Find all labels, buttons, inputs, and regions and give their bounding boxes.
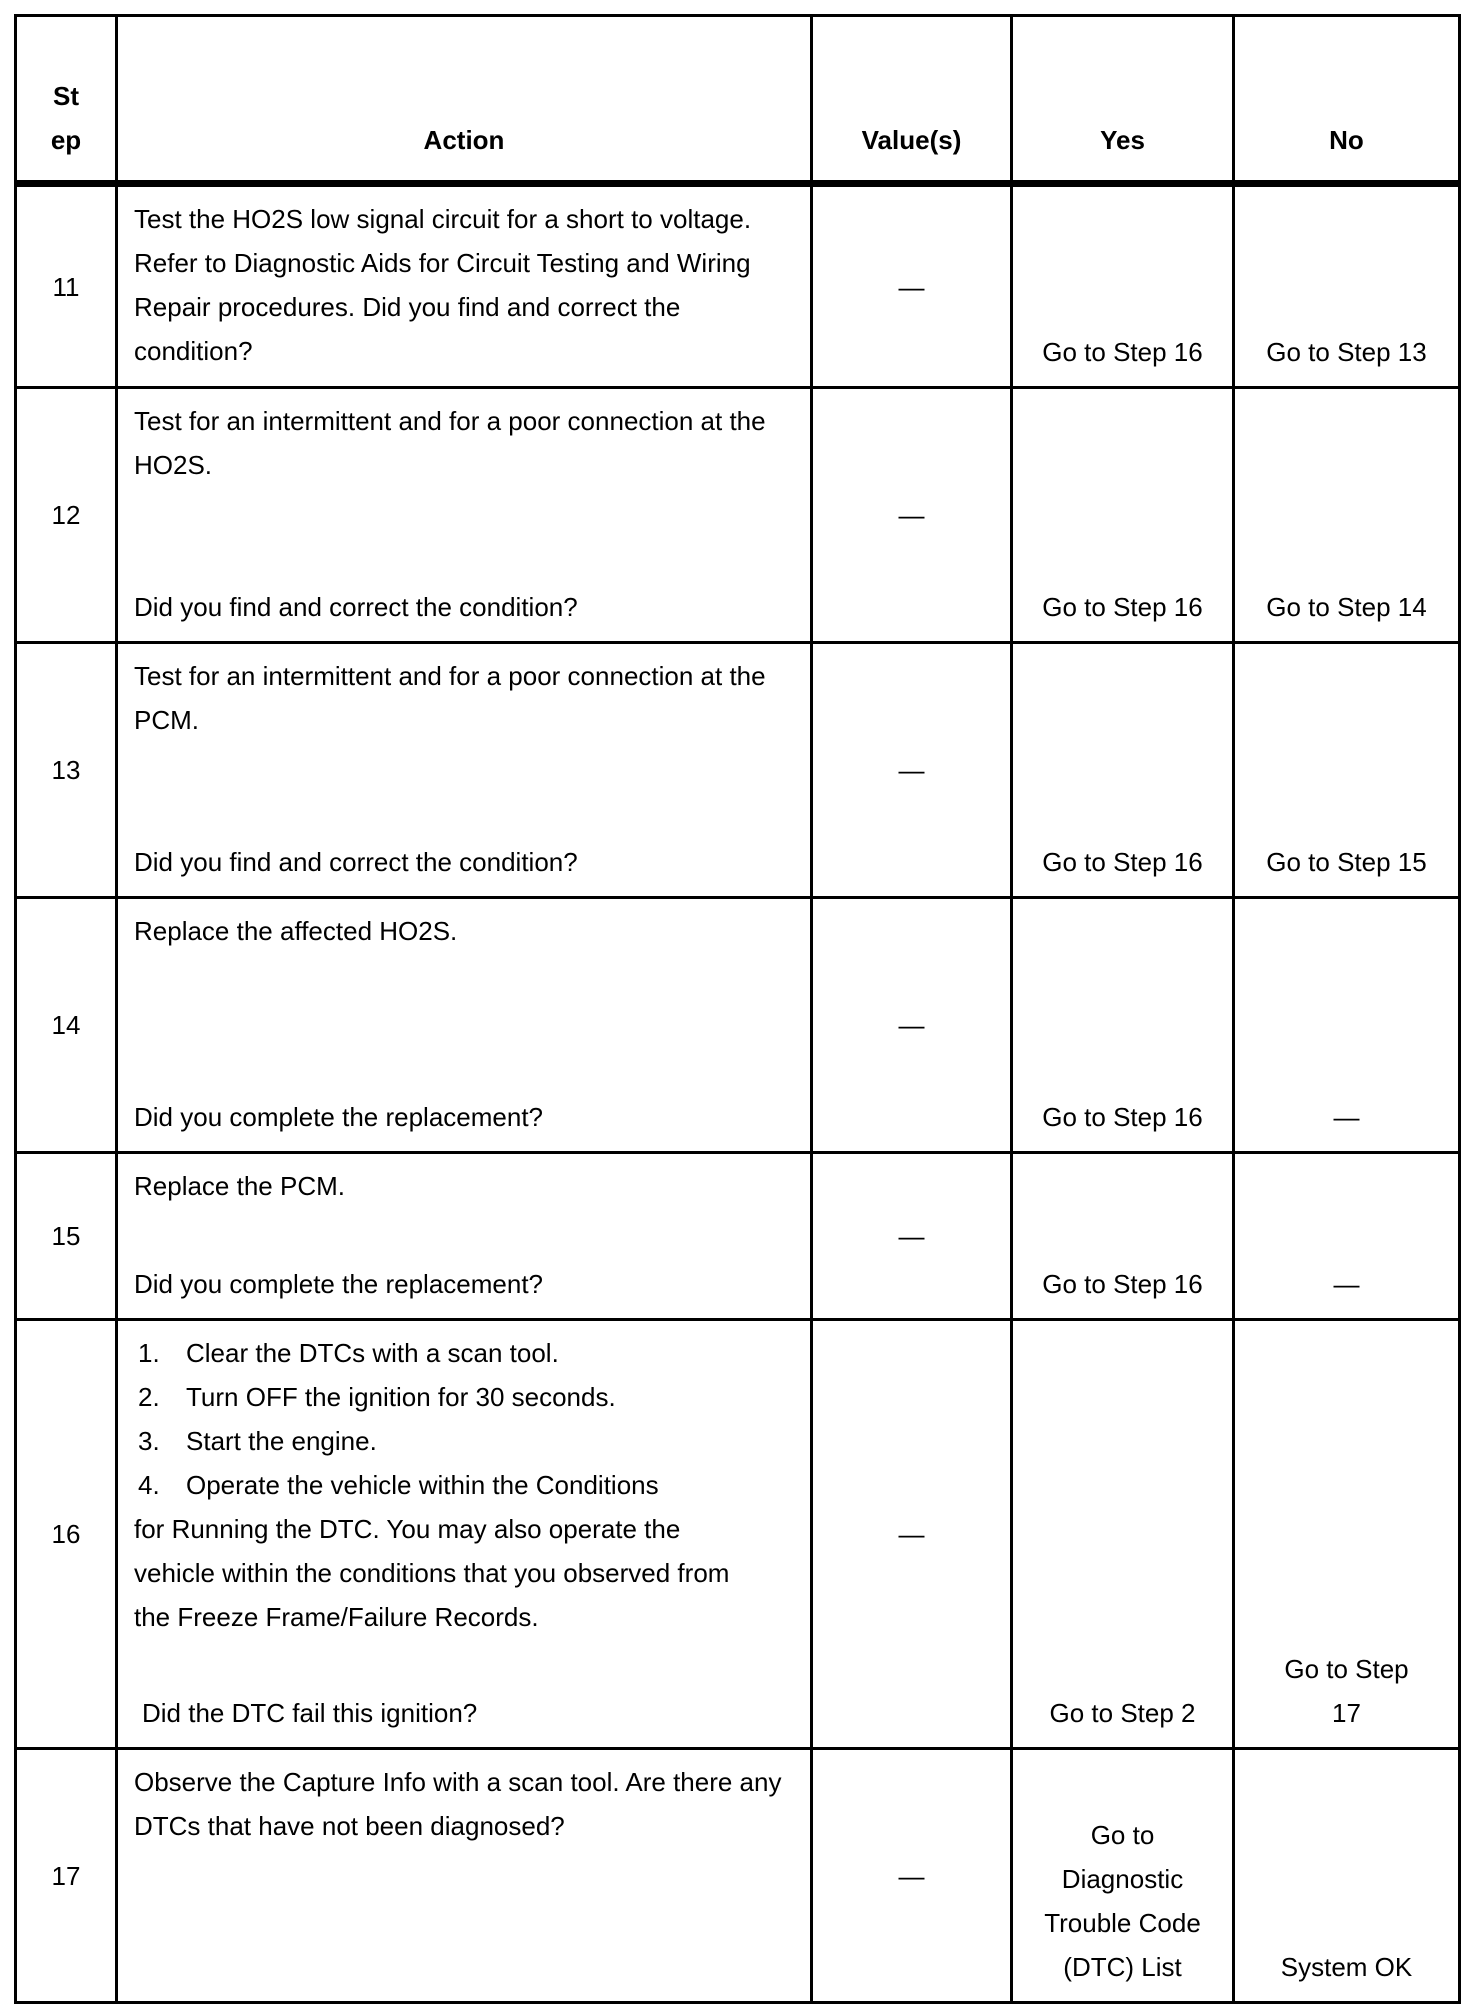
action-cell [117, 643, 812, 898]
value-cell: — [812, 388, 1012, 643]
value-cell: — [812, 643, 1012, 898]
action-question: Did you find and correct the condition? [134, 592, 578, 622]
yes-cell: Go to Diagnostic Trouble Code (DTC) List [1012, 1749, 1234, 2003]
header-action: Action [117, 16, 812, 184]
list-item: 3. Start the engine. [138, 1426, 377, 1456]
value-cell: — [812, 898, 1012, 1153]
action-text: Test for an intermittent and for a poor connection at the HO2S. [134, 406, 766, 480]
list-item: 1. Clear the DTCs with a scan tool. [138, 1338, 559, 1368]
no-cell: Go to Step 13 [1234, 184, 1460, 388]
no-cell: Go to Step 15 [1234, 643, 1460, 898]
step-number: 16 [16, 1320, 117, 1749]
table-row [16, 1153, 1460, 1320]
action-text: Replace the affected HO2S. [134, 916, 458, 946]
table-row [16, 1320, 1460, 1749]
step-number: 14 [16, 898, 117, 1153]
list-item: 4. Operate the vehicle within the Conditions [138, 1470, 659, 1500]
no-cell: — [1234, 898, 1460, 1153]
header-step: St ep [16, 16, 117, 184]
step-number: 11 [16, 184, 117, 388]
no-cell: — [1234, 1153, 1460, 1320]
header-yes: Yes [1012, 16, 1234, 184]
value-cell: — [812, 184, 1012, 388]
no-cell: System OK [1234, 1749, 1460, 2003]
table-row [16, 898, 1460, 1153]
table-row [16, 1749, 1460, 2003]
action-question: Did you complete the replacement? [134, 1102, 544, 1132]
yes-cell: Go to Step 16 [1012, 184, 1234, 388]
yes-cell: Go to Step 16 [1012, 898, 1234, 1153]
header-row [16, 16, 1460, 184]
list-item: 2. Turn OFF the ignition for 30 seconds. [138, 1382, 616, 1412]
action-continuation: for Running the DTC. You may also operate the vehicle within the conditions that you observed from the Freeze Frame/Failure Records. [134, 1514, 730, 1632]
table-row [16, 388, 1460, 643]
yes-cell: Go to Step 2 [1012, 1320, 1234, 1749]
step-number: 12 [16, 388, 117, 643]
action-text: Replace the PCM. [134, 1171, 345, 1201]
action-cell [117, 388, 812, 643]
yes-cell: Go to Step 16 [1012, 643, 1234, 898]
action-text: Observe the Capture Info with a scan tool. Are there any DTCs that have not been diagnosed? [117, 1749, 812, 2003]
step-number: 15 [16, 1153, 117, 1320]
value-cell: — [812, 1153, 1012, 1320]
diagnostic-table [14, 14, 1461, 2004]
action-cell [117, 1320, 812, 1749]
table-row [16, 184, 1460, 388]
action-question: Did the DTC fail this ignition? [142, 1698, 478, 1728]
header-no: No [1234, 16, 1460, 184]
action-question: Did you complete the replacement? [134, 1269, 544, 1299]
header-values: Value(s) [812, 16, 1012, 184]
no-cell: Go to Step 17 [1234, 1320, 1460, 1749]
no-cell: Go to Step 14 [1234, 388, 1460, 643]
value-cell: — [812, 1749, 1012, 2003]
step-number: 13 [16, 643, 117, 898]
action-text: Test the HO2S low signal circuit for a short to voltage. Refer to Diagnostic Aids for Circuit Testing and Wiring Repair procedures. Did you find and correct the condition? [117, 184, 812, 388]
value-cell: — [812, 1320, 1012, 1749]
table-row [16, 643, 1460, 898]
action-cell [117, 898, 812, 1153]
yes-cell: Go to Step 16 [1012, 1153, 1234, 1320]
step-number: 17 [16, 1749, 117, 2003]
action-question: Did you find and correct the condition? [134, 847, 578, 877]
action-cell [117, 1153, 812, 1320]
action-text: Test for an intermittent and for a poor connection at the PCM. [134, 661, 766, 735]
yes-cell: Go to Step 16 [1012, 388, 1234, 643]
